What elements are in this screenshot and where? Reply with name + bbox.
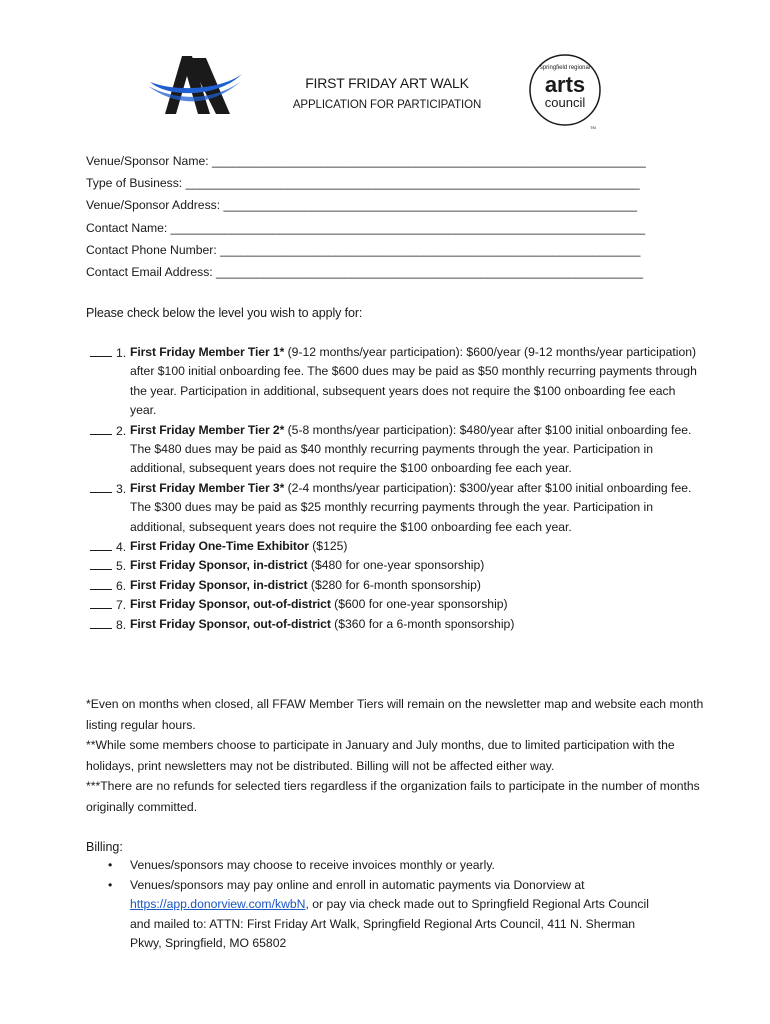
footnote: *Even on months when closed, all FFAW Member Tiers will remain on the newsletter map and website each month listing regular hours.	[86, 697, 704, 732]
option-description: ($480 for one-year sponsorship)	[307, 558, 485, 573]
billing-item-text-cont: , or pay via check made out to Springfield Regional Arts Council and mailed to: ATTN: First Friday Art Walk, Springfield Regional Arts Council, 411 N. Sherman Pkwy, Springfield, MO 65802	[130, 897, 649, 951]
option-description: ($280 for 6-month sponsorship)	[307, 577, 481, 592]
option-title: First Friday Sponsor, out-of-district	[130, 616, 331, 631]
option-title: First Friday Sponsor, in-district	[130, 577, 308, 592]
contact-fields	[86, 150, 676, 283]
seal-word-arts: arts	[544, 72, 586, 97]
option-number: 4.	[116, 540, 127, 555]
option-item	[90, 595, 700, 614]
option-number: 5.	[116, 559, 127, 574]
option-number: 6.	[116, 578, 127, 593]
billing-item	[108, 876, 668, 954]
contact-name-field[interactable]: Contact Name: ______________________________________________________________________	[86, 220, 646, 235]
checkbox-blank[interactable]	[90, 595, 112, 609]
option-item	[90, 421, 700, 479]
option-item	[90, 479, 700, 537]
checkbox-blank[interactable]	[90, 615, 112, 629]
option-item	[90, 343, 700, 421]
option-number: 1.	[116, 346, 127, 360]
bullet-icon: •	[108, 858, 113, 872]
footnote: ***There are no refunds for selected tiers regardless if the organization fails to participate in the number of months originally committed.	[86, 779, 700, 814]
option-item	[90, 537, 700, 556]
level-section-heading: Please check below the level you wish to apply for:	[86, 306, 363, 320]
billing-item-text: Venues/sponsors may pay online and enroll in automatic payments via Donorview at	[130, 877, 585, 892]
option-number: 2.	[116, 423, 127, 438]
checkbox-blank[interactable]	[90, 556, 112, 570]
donorview-link[interactable]: https://app.donorview.com/kwbN	[130, 897, 306, 912]
checkbox-blank[interactable]	[90, 576, 112, 590]
option-number: 7.	[116, 598, 127, 613]
venue-sponsor-name-field[interactable]: Venue/Sponsor Name: ________________________________________________________________	[86, 154, 646, 168]
checkbox-blank[interactable]	[90, 537, 112, 551]
option-title: First Friday Member Tier 3*	[130, 480, 285, 495]
option-item	[90, 556, 700, 575]
document-title: FIRST FRIDAY ART WALK	[305, 75, 469, 91]
seal-trademark: TM	[590, 125, 596, 130]
arts-council-seal-icon	[527, 52, 603, 132]
option-description: ($600 for one-year sponsorship)	[330, 597, 508, 612]
option-description: ($360 for a 6-month sponsorship)	[330, 616, 515, 631]
checkbox-blank[interactable]	[90, 343, 112, 357]
option-title: First Friday Sponsor, out-of-district	[130, 597, 331, 612]
option-title: First Friday Sponsor, in-district	[130, 558, 308, 573]
option-item	[90, 615, 700, 634]
option-number: 8.	[116, 617, 127, 632]
seal-top-text: springfield regional	[539, 65, 591, 71]
type-of-business-field[interactable]: Type of Business: ___________________________________________________________________	[86, 176, 640, 191]
option-description: (2-4 months/year participation): $300/year after $100 initial onboarding fee. The $300 dues may be paid as $25 monthly recurring payments through the year. Participation in additional, subsequent years does not require the $100 onboarding fee each year.	[130, 480, 692, 534]
venue-sponsor-address-field[interactable]: Venue/Sponsor Address: _____________________________________________________________	[86, 198, 638, 213]
billing-list	[108, 856, 668, 954]
billing-heading: Billing:	[86, 840, 123, 854]
billing-item	[108, 856, 668, 876]
option-description: (9-12 months/year participation): $600/year (9-12 months/year participation) after $100 initial onboarding fee. The $600 dues may be paid as $50 monthly recurring payments through the year. Participation in additional, subsequent years does not require the $100 onboarding fee each year.	[130, 345, 697, 418]
option-title: First Friday Member Tier 1*	[130, 345, 285, 359]
option-title: First Friday One-Time Exhibitor	[130, 539, 309, 554]
bullet-icon: •	[108, 877, 113, 892]
contact-email-field[interactable]: Contact Email Address: _______________________________________________________________	[86, 265, 644, 280]
seal-word-council: council	[544, 95, 586, 110]
option-description: ($125)	[308, 539, 348, 554]
document-subtitle: APPLICATION FOR PARTICIPATION	[292, 99, 482, 111]
billing-item-text: Venues/sponsors may choose to receive invoices monthly or yearly.	[130, 858, 495, 872]
level-options-list	[90, 343, 700, 634]
first-friday-a-logo-icon	[148, 52, 244, 118]
option-title: First Friday Member Tier 2*	[130, 422, 285, 437]
option-description: (5-8 months/year participation): $480/year after $100 initial onboarding fee. The $480 dues may be paid as $40 monthly recurring payments through the year. Participation in additional, subsequent years does not require the $100 onboarding fee each year.	[130, 422, 692, 476]
option-item	[90, 576, 700, 595]
checkbox-blank[interactable]	[90, 421, 112, 435]
title-block	[258, 74, 516, 112]
contact-phone-field[interactable]: Contact Phone Number: ______________________________________________________________	[86, 242, 641, 257]
footnotes	[86, 694, 726, 818]
option-number: 3.	[116, 481, 127, 496]
checkbox-blank[interactable]	[90, 479, 112, 493]
footnote: **While some members choose to participate in January and July months, due to limited participation with the holidays, print newsletters may not be distributed. Billing will not be affected either way.	[86, 738, 675, 773]
